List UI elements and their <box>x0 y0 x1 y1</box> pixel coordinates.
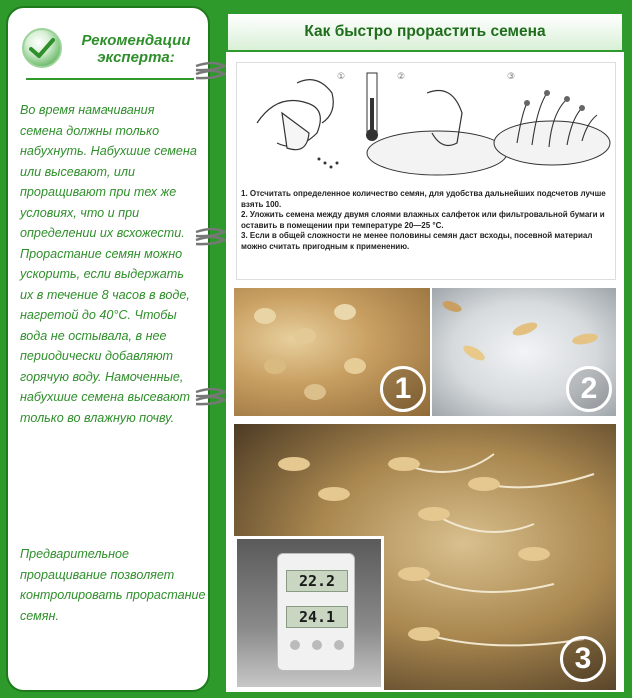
tip-secondary-text: Предварительное проращивание позволяет контролировать прорастание семян. <box>20 547 206 623</box>
step-1: 1. Отсчитать определенное количество семян, для удобства дальнейших подсчетов лучше взять 100. <box>241 189 606 209</box>
photo-number-3: 3 <box>560 636 606 682</box>
page-title-text: Как быстро прорастить семена <box>304 23 546 40</box>
figure-label: ③ <box>507 71 516 81</box>
content-panel <box>226 12 624 692</box>
expert-title <box>66 32 206 66</box>
step-3: 3. Если в общей сложности не менее половины семян даст всходы, посевной материал можно считать пригодным к применению. <box>241 231 593 251</box>
thermometer-button <box>334 640 344 650</box>
photo-thermometer <box>234 536 384 690</box>
photo-number-2: 2 <box>566 366 612 412</box>
step-2: 2. Уложить семена между двумя слоями влажных салфеток или фильтровальной бумаги и оставить в помещении при температуре 20—25 °С. <box>241 210 605 230</box>
binding-ring-icon <box>194 386 228 410</box>
expert-title-line1: Рекомендации <box>81 32 191 49</box>
figure-label: ① <box>337 71 346 81</box>
binding-ring-icon <box>194 226 228 250</box>
photo-number-1: 1 <box>380 366 426 412</box>
divider <box>26 78 194 80</box>
page-title <box>226 12 624 52</box>
digital-thermometer <box>277 553 355 671</box>
thermometer-button <box>290 640 300 650</box>
checkmark-icon <box>22 28 62 68</box>
photo-seeds-on-napkin <box>432 288 616 416</box>
expert-title-line2: эксперта: <box>97 49 175 66</box>
thermometer-reading-top: 22.2 <box>286 570 348 592</box>
instruction-illustration <box>236 62 616 280</box>
sketch-drawing <box>237 63 615 183</box>
thermometer-reading-bottom: 24.1 <box>286 606 348 628</box>
tip-main-text: Во время намачивания семена должны только набухнуть. Набухшие семена или высевают, или проращивают при тех же условиях, что и при определении их всхожести. Прорастание семян можно ускорить, если выдержать их в течение 8 часов в воде, нагретой до 40°С. Чтобы вода не остывала, в нее периодически добавляют горячую воду. Намоченные, набухшие семена высевают только во влажную почву. <box>20 103 197 425</box>
expert-tips-card <box>6 6 210 692</box>
binding-ring-icon <box>194 60 228 84</box>
figure-label: ② <box>397 71 406 81</box>
photo-soaked-seeds <box>234 288 430 416</box>
instruction-steps <box>241 189 613 252</box>
thermometer-button <box>312 640 322 650</box>
